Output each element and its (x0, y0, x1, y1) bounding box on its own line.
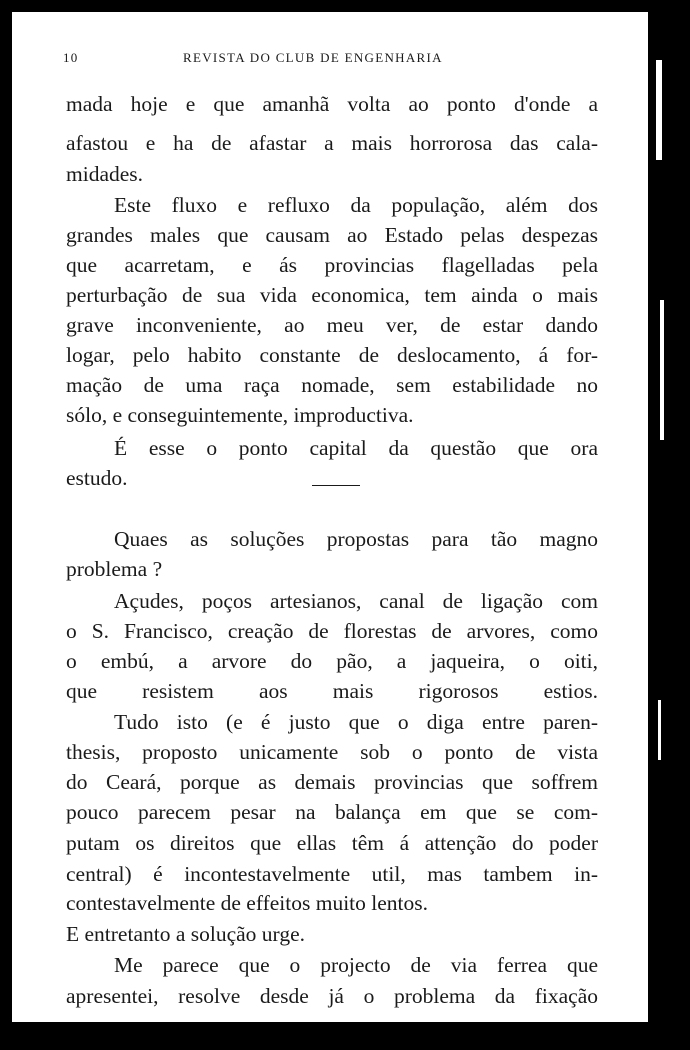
text-line: grave inconveniente, ao meu ver, de estar dando (66, 313, 598, 337)
running-title: REVISTA DO CLUB DE ENGENHARIA (183, 50, 443, 65)
text-line: logar, pelo habito constante de deslocamento, á for- (66, 343, 598, 367)
scan-artifact (658, 700, 661, 760)
text-line: estudo. (66, 466, 128, 490)
scan-artifact (660, 300, 664, 440)
text-line: Tudo isto (e é justo que o diga entre paren- (114, 710, 598, 734)
text-line: do Ceará, porque as demais provincias que soffrem (66, 770, 598, 794)
text-line: grandes males que causam ao Estado pelas despezas (66, 223, 598, 247)
section-divider (312, 485, 360, 486)
text-line: mação de uma raça nomade, sem estabilidade no (66, 373, 598, 397)
text-line: É esse o ponto capital da questão que ora (114, 436, 598, 460)
text-line: sólo, e conseguintemente, improductiva. (66, 403, 414, 427)
text-line: thesis, proposto unicamente sob o ponto de vista (66, 740, 598, 764)
text-line: que acarretam, e ás provincias flagelladas pela (66, 253, 598, 277)
text-line: Me parece que o projecto de via ferrea que (114, 953, 598, 977)
text-line: putam os direitos que ellas têm á attenção do poder (66, 831, 598, 855)
text-line: central) é incontestavelmente util, mas tambem in- (66, 862, 598, 886)
text-line: o S. Francisco, creação de florestas de arvores, como (66, 619, 598, 643)
scan-artifact (656, 60, 662, 160)
text-line: apresentei, resolve desde já o problema da fixação (66, 984, 598, 1008)
text-line: pouco parecem pesar na balança em que se com- (66, 800, 598, 824)
text-line: o embú, a arvore do pão, a jaqueira, o oiti, (66, 649, 598, 673)
text-line: que resistem aos mais rigorosos estios. (66, 679, 598, 703)
text-line: perturbação de sua vida economica, tem ainda o mais (66, 283, 598, 307)
text-line: contestavelmente de effeitos muito lentos. (66, 891, 429, 915)
text-line: Açudes, poços artesianos, canal de ligação com (114, 589, 598, 613)
text-line: Quaes as soluções propostas para tão magno (114, 527, 598, 551)
text-line: mada hoje e que amanhã volta ao ponto d'onde a (66, 92, 598, 116)
text-line: afastou e ha de afastar a mais horrorosa das cala- (66, 131, 598, 155)
text-line: Este fluxo e refluxo da população, além dos (114, 193, 598, 217)
page-number: 10 (63, 50, 79, 65)
scan-binding-edge (648, 0, 690, 1050)
text-line: E entretanto a solução urge. (66, 922, 305, 946)
text-line: problema ? (66, 557, 163, 581)
text-line: midades. (66, 162, 144, 186)
page-header (63, 50, 603, 74)
